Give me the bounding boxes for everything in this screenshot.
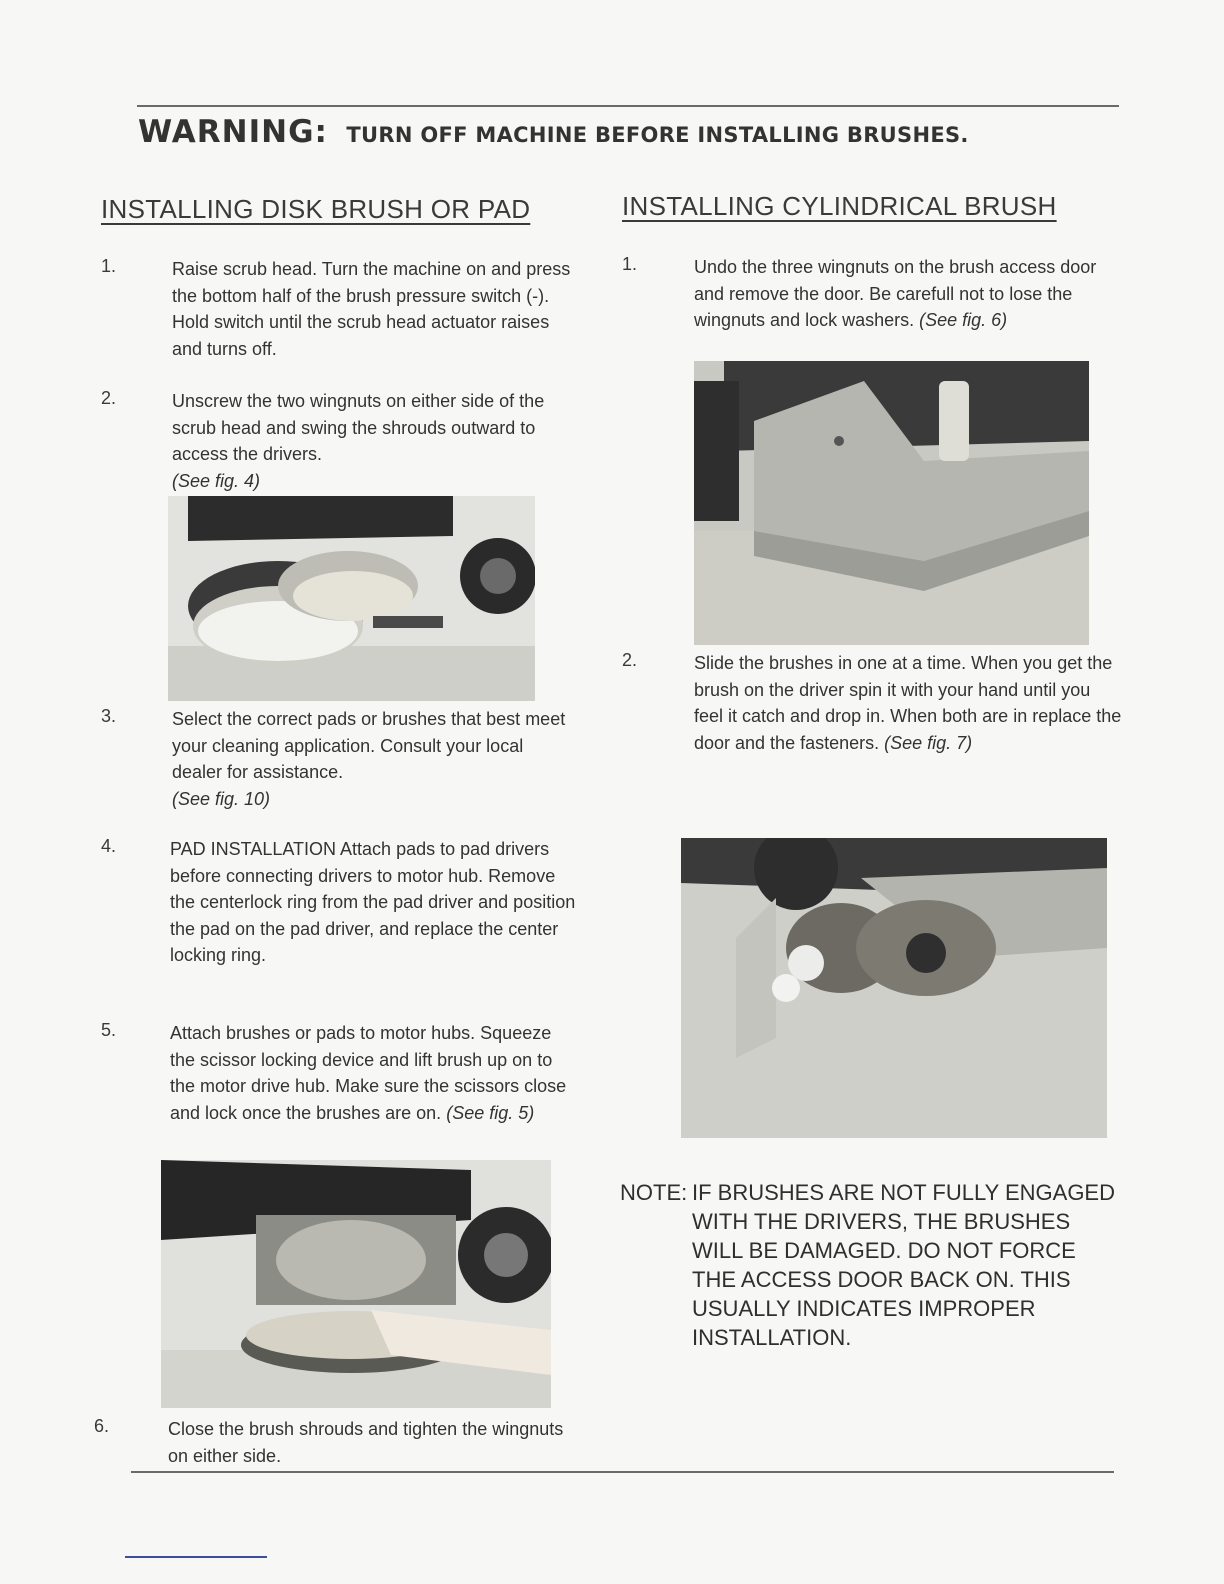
step-text: Close the brush shrouds and tighten the wingnuts on either side. <box>168 1419 564 1466</box>
step-text: Unscrew the two wingnuts on either side of the scrub head and swing the shrouds outward to access the drivers. (See fig. 4) <box>172 391 545 491</box>
top-rule <box>137 105 1119 107</box>
step-number: 2. <box>622 650 638 670</box>
note-label: NOTE: <box>620 1180 688 1205</box>
brush-attach-image <box>161 1160 551 1408</box>
figure-reference: (See fig. 5) <box>446 1102 535 1123</box>
footer-link-underline <box>125 1556 267 1558</box>
left-column-heading: INSTALLING DISK BRUSH OR PAD <box>101 194 531 224</box>
step-text: Undo the three wingnuts on the brush access door and remove the door. Be carefull not to lose the wingnuts and lock washers. (See fig. 6) <box>694 257 1097 330</box>
figure-reference: (See fig. 7) <box>884 732 973 753</box>
step-number: 1. <box>622 254 638 274</box>
figure-5-photo <box>161 1160 551 1408</box>
step-number: 6. <box>94 1416 110 1436</box>
step-number: 4. <box>101 836 117 856</box>
step-number: 2. <box>101 388 117 408</box>
figure-reference: (See fig. 10) <box>172 788 271 809</box>
bottom-rule <box>131 1471 1114 1473</box>
step-text: Select the correct pads or brushes that best meet your cleaning application. Consult your local dealer for assistance. (See fig. 10) <box>172 709 566 809</box>
figure-reference: (See fig. 6) <box>919 310 1008 330</box>
warning-title <box>138 114 1128 150</box>
step-number: 1. <box>101 256 117 276</box>
note-text: IF BRUSHES ARE NOT FULLY ENGAGED WITH THE DRIVERS, THE BRUSHES WILL BE DAMAGED. DO NOT FORCE THE ACCESS DOOR BACK ON. THIS USUALLY INDICATES IMPROPER INSTALLATION. <box>692 1180 1115 1350</box>
warning-label: WARNING: <box>138 114 328 150</box>
right-column-heading: INSTALLING CYLINDRICAL BRUSH <box>622 191 1057 221</box>
step-text: Attach brushes or pads to motor hubs. Squeeze the scissor locking device and lift brush up on to the motor drive hub. Make sure the scissors close and lock once the brushes are on. (See fig. 5) <box>170 1023 567 1123</box>
step-text: PAD INSTALLATION Attach pads to pad drivers before connecting drivers to motor hub. Remove the centerlock ring from the pad driver and position the pad on the pad driver, and replace the center locking ring. <box>170 839 576 965</box>
warning-text: TURN OFF MACHINE BEFORE INSTALLING BRUSHES. <box>346 123 969 147</box>
disk-brush-shroud-image <box>168 496 535 701</box>
cylindrical-brush-image <box>681 838 1107 1138</box>
figure-reference: (See fig. 4) <box>172 470 261 491</box>
step-number: 3. <box>101 706 117 726</box>
step-text: Slide the brushes in one at a time. When you get the brush on the driver spin it with your hand until you feel it catch and drop in. When both are in replace the door and the fasteners. (See fig. 7) <box>694 653 1122 753</box>
access-door-image <box>694 361 1089 645</box>
step-text: Raise scrub head. Turn the machine on and press the bottom half of the brush pressure switch (-). Hold switch until the scrub head actuator raises and turns off. <box>172 259 571 359</box>
step-number: 5. <box>101 1020 117 1040</box>
figure-6-photo <box>694 361 1089 645</box>
figure-4-photo <box>168 496 535 701</box>
figure-7-photo <box>681 838 1107 1138</box>
